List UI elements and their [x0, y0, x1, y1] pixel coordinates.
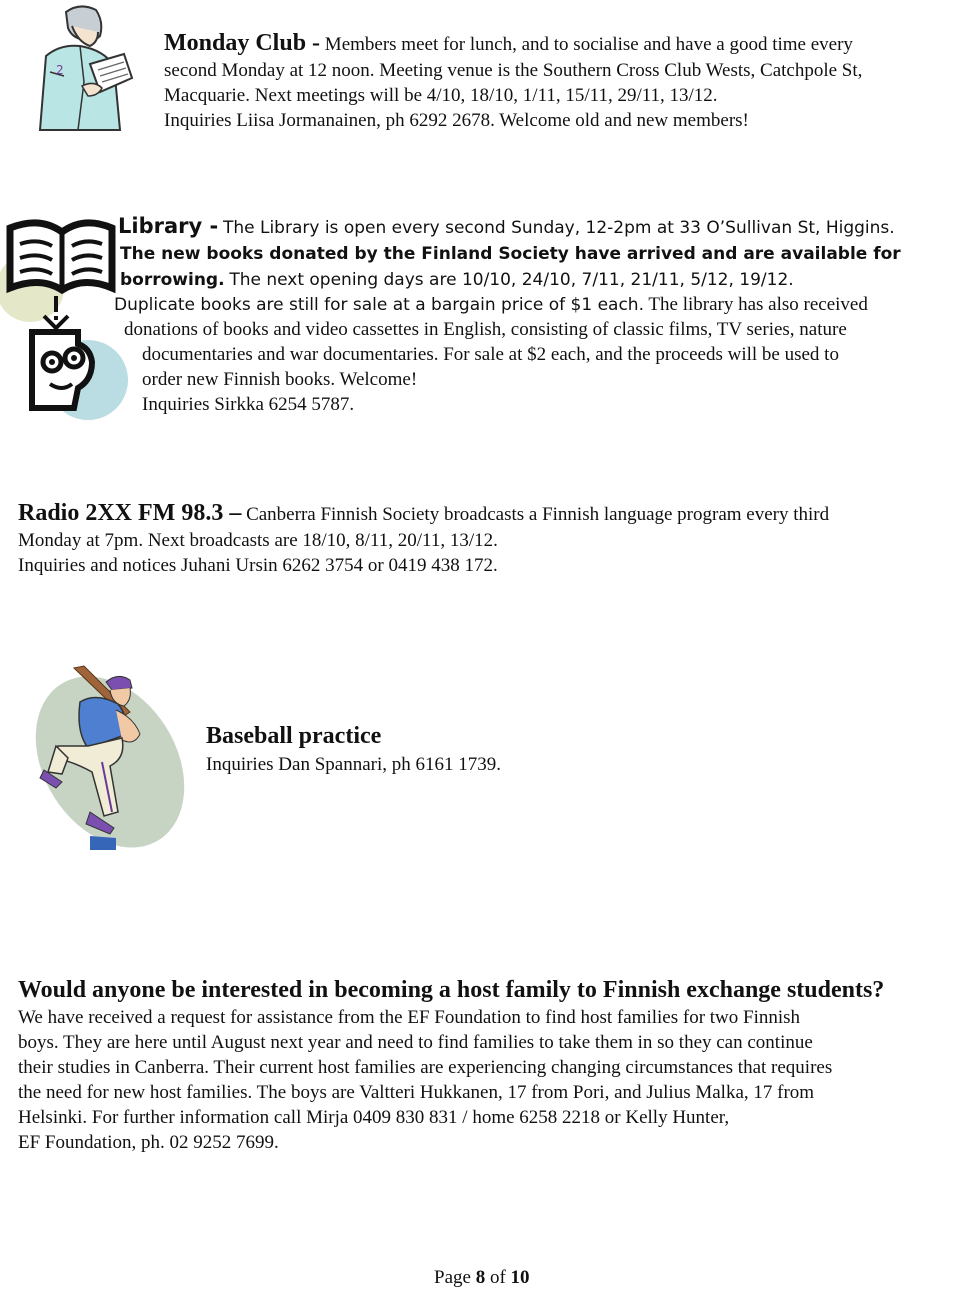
baseball-heading: Baseball practice	[206, 723, 382, 749]
host-family-line-3: their studies in Canberra. Their current host families are experiencing changing circumstances that requires	[18, 1057, 833, 1078]
library-book-clipart	[0, 212, 130, 424]
baseball-inquiries: Inquiries Dan Spannari, ph 6161 1739.	[206, 754, 501, 775]
baseball-player-clipart	[18, 662, 190, 852]
monday-club-line-3: Macquarie. Next meetings will be 4/10, 18/10, 1/11, 15/11, 29/11, 13/12.	[164, 85, 718, 106]
man-reading-clipart	[20, 2, 140, 134]
svg-text:2: 2	[56, 63, 64, 77]
library-line-6: documentaries and war documentaries. For sale at $2 each, and the proceeds will be used to	[142, 344, 839, 365]
host-family-line-4: the need for new host families. The boys are Valtteri Hukkanen, 17 from Pori, and Julius Malka, 17 from	[18, 1082, 815, 1103]
radio-line-3: Inquiries and notices Juhani Ursin 6262 3754 or 0419 438 172.	[18, 555, 498, 576]
host-family-line-1: We have received a request for assistance from the EF Foundation to find host families for two Finnish	[18, 1007, 801, 1028]
library-line-8: Inquiries Sirkka 6254 5787.	[142, 394, 355, 415]
monday-club-line-4: Inquiries Liisa Jormanainen, ph 6292 2678. Welcome old and new members!	[164, 110, 749, 131]
radio-heading: Radio 2XX FM 98.3 –	[18, 500, 242, 526]
host-family-line-6: EF Foundation, ph. 02 9252 7699.	[18, 1132, 279, 1153]
library-line-5: donations of books and video cassettes in English, consisting of classic films, TV series, nature	[124, 319, 847, 340]
host-family-heading: Would anyone be interested in becoming a host family to Finnish exchange students?	[18, 977, 885, 1003]
library-line-1: Library - The Library is open every second Sunday, 12-2pm at 33 O’Sullivan St, Higgins.	[118, 214, 895, 238]
monday-club-heading: Monday Club -	[164, 30, 321, 56]
radio-line-1: Radio 2XX FM 98.3 – Canberra Finnish Society broadcasts a Finnish language program every third	[18, 500, 830, 526]
library-line-2: The new books donated by the Finland Society have arrived and are available for	[120, 244, 901, 264]
host-family-line-2: boys. They are here until August next year and need to find families to take them in so they can continue	[18, 1032, 813, 1053]
library-line-7: order new Finnish books. Welcome!	[142, 369, 418, 390]
radio-line-2: Monday at 7pm. Next broadcasts are 18/10, 8/11, 20/11, 13/12.	[18, 530, 498, 551]
host-family-line-5: Helsinki. For further information call Mirja 0409 830 831 / home 6258 2218 or Kelly Hunter,	[18, 1107, 730, 1128]
page-number-footer: Page 8 of 10	[434, 1267, 530, 1288]
library-heading: Library -	[118, 214, 219, 238]
monday-club-line-1: Monday Club - Members meet for lunch, and to socialise and have a good time every	[164, 30, 853, 56]
library-line-3: borrowing. The next opening days are 10/10, 24/10, 7/11, 21/11, 5/12, 19/12.	[120, 270, 794, 290]
monday-club-line-2: second Monday at 12 noon. Meeting venue is the Southern Cross Club Wests, Catchpole St,	[164, 60, 863, 81]
library-line-4: Duplicate books are still for sale at a bargain price of $1 each. The library has also received	[114, 294, 868, 315]
